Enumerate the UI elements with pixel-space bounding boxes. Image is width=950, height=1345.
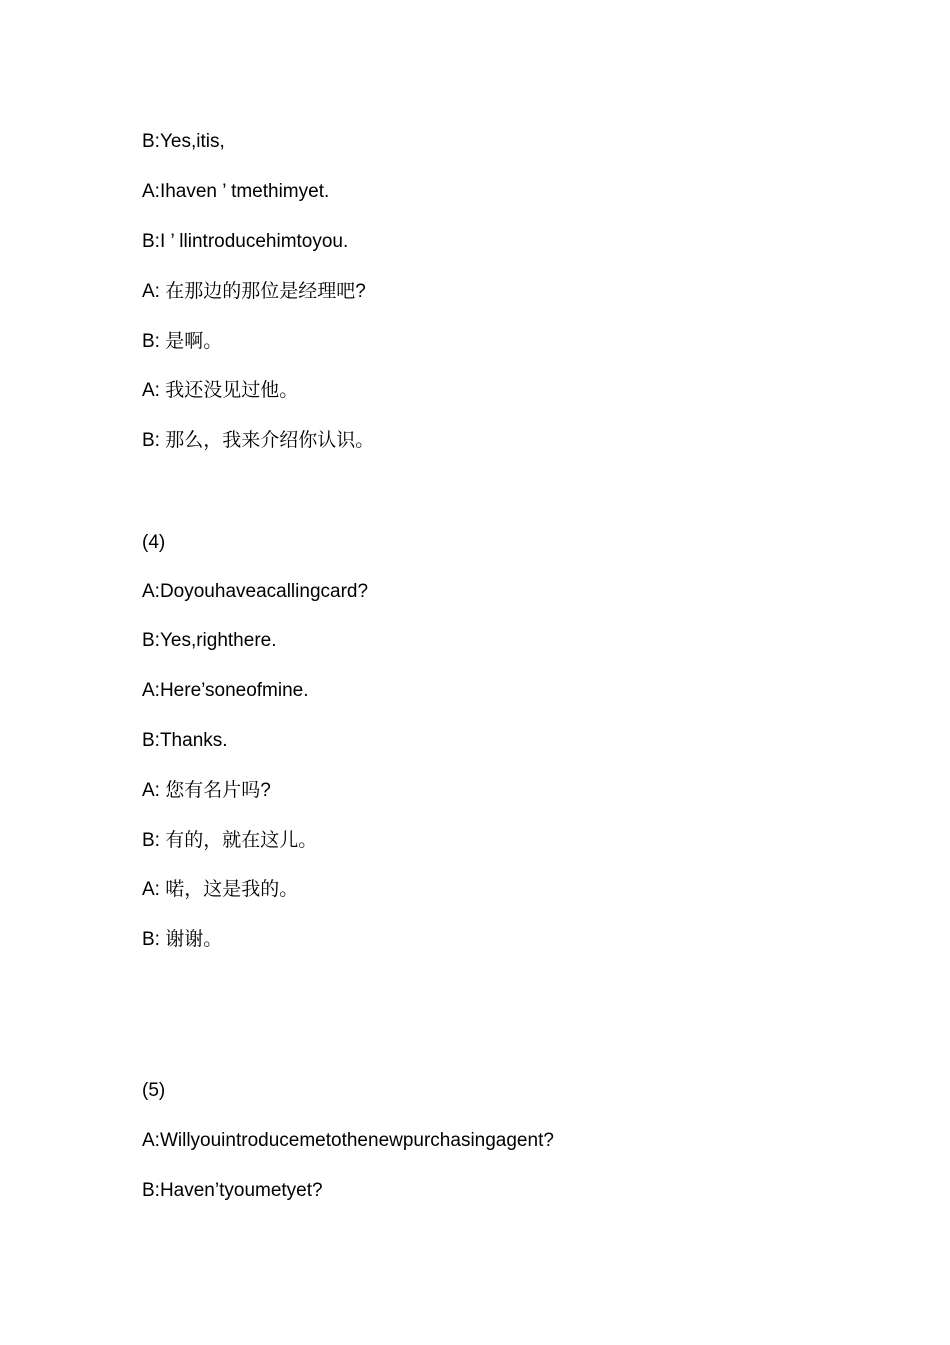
dialogue-line: B:Yes,itis, [142,131,225,152]
dialogue-line: B: 是啊。 [142,331,223,352]
dialogue-line: B:I ’ llintroducehimtoyou. [142,231,349,252]
dialogue-line: A: 在那边的那位是经理吧? [142,281,366,302]
dialogue-line: A:Willyouintroducemetothenewpurchasingagent? [142,1130,554,1151]
dialogue-line: B:Thanks. [142,730,228,751]
dialogue-line: B:Yes,righthere. [142,630,277,651]
dialogue-line: A:Here’soneofmine. [142,680,309,701]
section-heading: (4) [142,532,166,553]
dialogue-line: A: 我还没见过他。 [142,380,299,401]
section-heading: (5) [142,1080,166,1101]
dialogue-line: B: 谢谢。 [142,929,223,950]
dialogue-line: A: 您有名片吗? [142,780,271,801]
dialogue-line: A:Doyouhaveacallingcard? [142,581,369,602]
dialogue-line: A: 喏，这是我的。 [142,879,299,900]
dialogue-line: B:Haven’tyoumetyet? [142,1180,323,1201]
dialogue-line: A:Ihaven ’ tmethimyet. [142,181,330,202]
dialogue-line: B: 那么，我来介绍你认识。 [142,430,375,451]
dialogue-line: B: 有的，就在这儿。 [142,830,318,851]
